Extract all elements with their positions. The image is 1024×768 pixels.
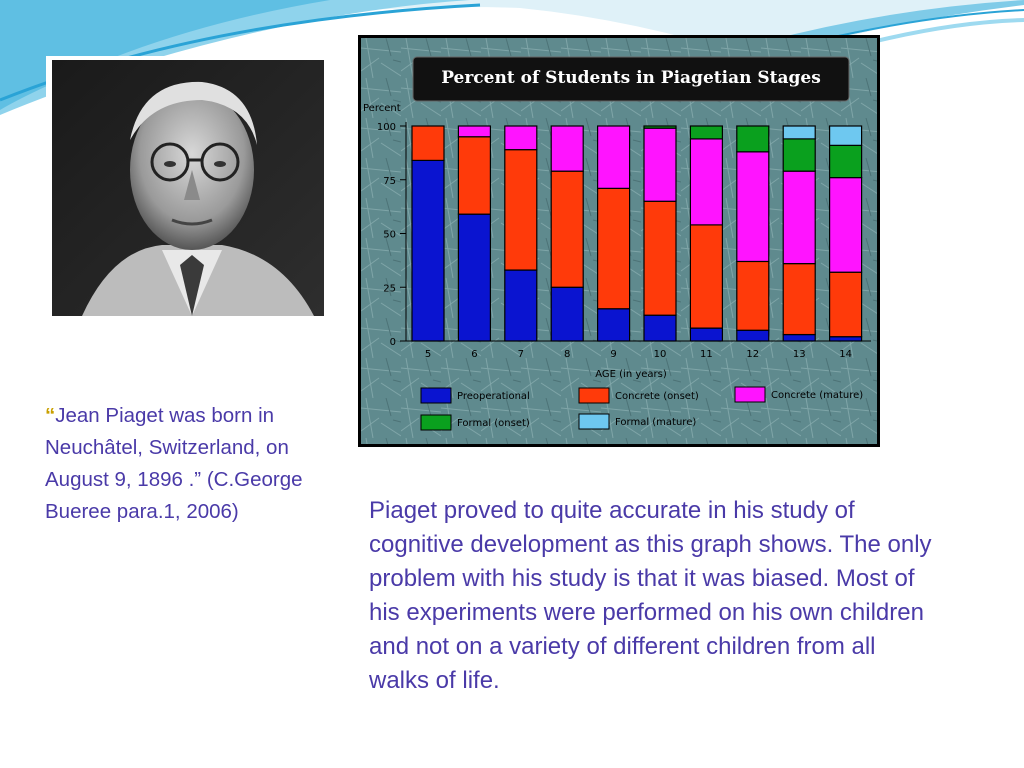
x-tick-label: 12 bbox=[746, 349, 760, 360]
bar-segment-concrete-onset-age-5 bbox=[412, 126, 444, 160]
x-tick-label: 14 bbox=[839, 349, 852, 360]
bar-segment-concrete-onset-age-13 bbox=[783, 264, 815, 335]
legend-label: Concrete (onset) bbox=[615, 391, 699, 402]
legend-swatch bbox=[421, 388, 451, 403]
portrait-image bbox=[52, 60, 324, 316]
body-paragraph: Piaget proved to quite accurate in his study of cognitive development as this graph shows. The only problem with his study is that it was biased. Most of his experiments were performed on his own children and not on a variety of different children from all walks of life. bbox=[369, 497, 932, 694]
portrait-photo bbox=[46, 56, 330, 320]
x-tick-label: 5 bbox=[424, 349, 432, 360]
bar-segment-preoperational-age-8 bbox=[551, 287, 583, 341]
legend-swatch bbox=[579, 388, 609, 403]
legend-label: Formal (mature) bbox=[615, 417, 697, 428]
bar-segment-formal-mature-age-13 bbox=[783, 126, 815, 139]
stacked-bar-chart bbox=[361, 38, 877, 444]
bar-segment-formal-onset-age-14 bbox=[830, 145, 862, 177]
chart-frame bbox=[358, 35, 880, 447]
bar-segment-concrete-onset-age-7 bbox=[505, 150, 537, 270]
bar-segment-formal-onset-age-10 bbox=[644, 126, 676, 128]
bar-segment-concrete-mature-age-13 bbox=[783, 171, 815, 263]
y-axis-label: Percent bbox=[363, 103, 401, 114]
y-tick-label: 25 bbox=[383, 283, 396, 295]
x-tick-label: 13 bbox=[792, 349, 806, 360]
x-tick-label: 7 bbox=[517, 349, 524, 360]
chart-title: Percent of Students in Piagetian Stages bbox=[441, 68, 821, 88]
bar-segment-concrete-mature-age-9 bbox=[598, 126, 630, 188]
x-tick-label: 10 bbox=[653, 349, 667, 360]
bar-segment-concrete-mature-age-10 bbox=[644, 128, 676, 201]
x-tick-label: 9 bbox=[610, 349, 617, 360]
legend-swatch bbox=[735, 387, 765, 402]
bar-segment-concrete-mature-age-11 bbox=[690, 139, 722, 225]
bar-segment-concrete-onset-age-12 bbox=[737, 261, 769, 330]
y-tick-label: 0 bbox=[389, 337, 396, 348]
bar-segment-concrete-onset-age-14 bbox=[830, 272, 862, 337]
bar-segment-concrete-mature-age-14 bbox=[830, 178, 862, 273]
legend-label: Formal (onset) bbox=[457, 418, 530, 429]
y-tick-label: 75 bbox=[383, 175, 396, 187]
bar-segment-preoperational-age-9 bbox=[598, 309, 630, 341]
bar-segment-preoperational-age-6 bbox=[458, 214, 490, 341]
y-tick-label: 100 bbox=[376, 122, 396, 133]
bar-segment-concrete-onset-age-6 bbox=[458, 137, 490, 214]
quote-text-block bbox=[45, 400, 315, 528]
y-tick-label: 50 bbox=[383, 229, 396, 241]
bar-segment-preoperational-age-14 bbox=[830, 337, 862, 341]
bar-segment-preoperational-age-10 bbox=[644, 315, 676, 341]
bar-segment-concrete-mature-age-8 bbox=[551, 126, 583, 171]
bar-segment-concrete-onset-age-10 bbox=[644, 201, 676, 315]
x-tick-label: 8 bbox=[564, 349, 571, 360]
bar-segment-formal-onset-age-12 bbox=[737, 126, 769, 152]
bar-segment-concrete-mature-age-6 bbox=[458, 126, 490, 137]
x-tick-label: 11 bbox=[700, 349, 713, 360]
bar-segment-preoperational-age-12 bbox=[737, 330, 769, 341]
x-tick-label: 6 bbox=[471, 349, 478, 360]
bar-segment-formal-onset-age-13 bbox=[783, 139, 815, 171]
bar-segment-concrete-mature-age-12 bbox=[737, 152, 769, 262]
quote-mark: “ bbox=[45, 404, 56, 427]
bar-segment-preoperational-age-13 bbox=[783, 335, 815, 341]
bar-segment-preoperational-age-5 bbox=[412, 160, 444, 341]
legend-swatch bbox=[421, 415, 451, 430]
bar-segment-preoperational-age-11 bbox=[690, 328, 722, 341]
bar-segment-formal-onset-age-11 bbox=[690, 126, 722, 139]
quote-text: Jean Piaget was born in Neuchâtel, Switzerland, on August 9, 1896 .” (C.George Bueree para.1, 2006) bbox=[45, 404, 303, 523]
bar-segment-formal-mature-age-14 bbox=[830, 126, 862, 145]
bar-segment-concrete-onset-age-9 bbox=[598, 188, 630, 308]
legend-label: Concrete (mature) bbox=[771, 390, 864, 401]
bar-segment-concrete-onset-age-8 bbox=[551, 171, 583, 287]
bar-segment-concrete-mature-age-7 bbox=[505, 126, 537, 150]
x-axis-label: AGE (in years) bbox=[595, 369, 667, 380]
bar-segment-concrete-onset-age-11 bbox=[690, 225, 722, 328]
legend-swatch bbox=[579, 414, 609, 429]
bar-segment-preoperational-age-7 bbox=[505, 270, 537, 341]
legend-label: Preoperational bbox=[457, 391, 530, 402]
